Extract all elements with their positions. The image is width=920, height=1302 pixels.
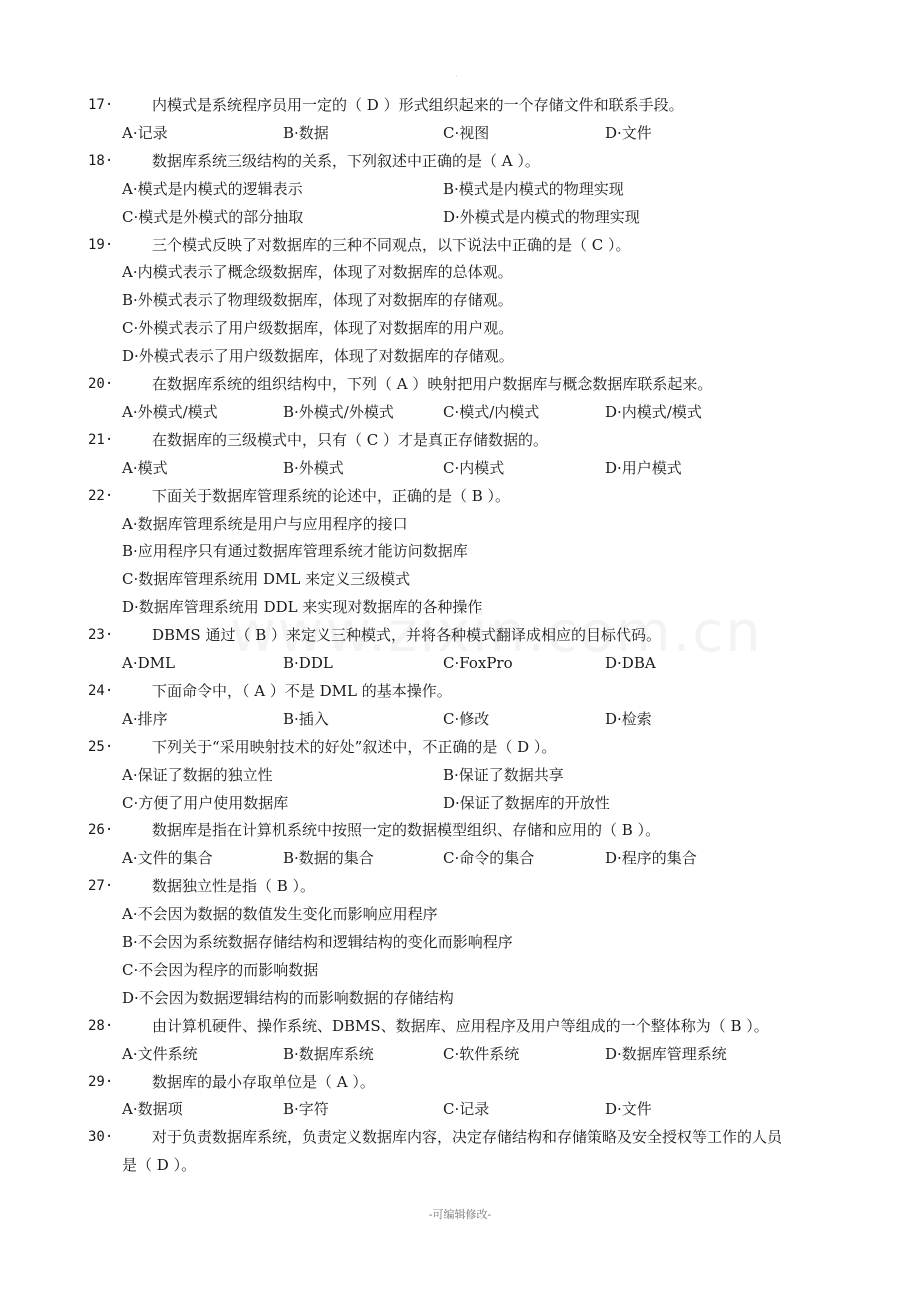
- answer-option: B·数据的集合: [283, 849, 374, 868]
- answer-option: B·插入: [283, 709, 329, 728]
- question-text: 下列关于“采用映射技术的好处”叙述中，不正确的是（ D ）。: [152, 737, 557, 756]
- question-number: 25·: [88, 738, 114, 755]
- answer-option: C·记录: [443, 1100, 490, 1119]
- answer-option: D·不会因为数据逻辑结构的而影响数据的存储结构: [122, 988, 454, 1007]
- question-number: 23·: [88, 627, 114, 644]
- answer-option: B·不会因为系统数据存储结构和逻辑结构的变化而影响程序: [122, 933, 513, 951]
- answer-option: A·数据项: [122, 1100, 183, 1119]
- answer-option: B·DDL: [283, 654, 333, 672]
- question-text: 下面命令中，（ A ）不是 DML 的基本操作。: [152, 681, 452, 700]
- answer-option: A·保证了数据的独立性: [122, 765, 273, 784]
- answer-option: A·DML: [122, 654, 175, 672]
- answer-option: D·数据库管理系统: [605, 1044, 727, 1063]
- answer-option: B·应用程序只有通过数据库管理系统才能访问数据库: [122, 542, 468, 561]
- answer-option: B·外模式表示了物理级数据库，体现了对数据库的存储观。: [122, 291, 513, 310]
- answer-option: D·内模式/模式: [605, 402, 702, 421]
- answer-option: A·模式是内模式的逻辑表示: [122, 179, 303, 198]
- answer-option: C·内模式: [443, 458, 505, 477]
- question-text: 由计算机硬件、操作系统、DBMS、数据库、应用程序及用户等组成的一个整体称为（ B ）。: [152, 1016, 769, 1035]
- answer-option: D·文件: [605, 123, 652, 142]
- answer-option: A·文件的集合: [122, 849, 213, 868]
- question-text: 三个模式反映了对数据库的三种不同观点，以下说法中正确的是（ C ）。: [152, 235, 631, 254]
- answer-option: B·模式是内模式的物理实现: [443, 179, 624, 198]
- answer-option: A·内模式表示了概念级数据库，体现了对数据库的总体观。: [122, 263, 513, 282]
- answer-option: C·命令的集合: [443, 849, 535, 868]
- question-text: 内模式是系统程序员用一定的（ D ）形式组织起来的一个存储文件和联系手段。: [152, 96, 684, 114]
- question-number: 30·: [88, 1129, 114, 1146]
- page-footer: -可编辑修改-: [428, 1208, 492, 1221]
- answer-option: D·DBA: [605, 654, 656, 672]
- question-number: 27·: [88, 878, 114, 895]
- answer-option: C·不会因为程序的而影响数据: [122, 960, 319, 979]
- answer-option: B·数据库系统: [283, 1044, 374, 1063]
- question-text: DBMS 通过（ B ）来定义三种模式，并将各种模式翻译成相应的目标代码。: [152, 626, 662, 645]
- answer-option: D·检索: [605, 709, 652, 728]
- question-text: 数据库是指在计算机系统中按照一定的数据模型组织、存储和应用的（ B ）。: [152, 821, 661, 840]
- question-number: 29·: [88, 1073, 114, 1090]
- question-text: 数据库的最小存取单位是（ A ）。: [152, 1072, 375, 1091]
- answer-option: A·文件系统: [122, 1044, 198, 1063]
- answer-option: C·数据库管理系统用 DML 来定义三级模式: [122, 570, 411, 589]
- answer-option: C·软件系统: [443, 1044, 520, 1063]
- answer-option: A·记录: [122, 123, 168, 142]
- question-number: 20·: [88, 376, 114, 392]
- question-number: 17·: [88, 97, 114, 113]
- question-number: 24·: [88, 682, 114, 699]
- question-number: 26·: [88, 822, 114, 839]
- answer-option: B·外模式: [283, 458, 344, 477]
- answer-option: C·外模式表示了用户级数据库，体现了对数据库的用户观。: [122, 319, 514, 338]
- answer-option: A·排序: [122, 709, 168, 728]
- answer-option: D·数据库管理系统用 DDL 来实现对数据库的各种操作: [122, 598, 483, 617]
- question-text: 在数据库的三级模式中，只有（ C ）才是真正存储数据的。: [152, 430, 549, 449]
- answer-option: A·不会因为数据的数值发生变化而影响应用程序: [122, 905, 438, 924]
- question-text: 下面关于数据库管理系统的论述中，正确的是（ B ）。: [152, 486, 511, 505]
- question-number: 22·: [88, 487, 114, 504]
- answer-option: B·数据: [283, 123, 329, 142]
- question-number: 21·: [88, 431, 114, 448]
- top-mark: ·: [455, 72, 458, 81]
- question-text: 对于负责数据库系统，负责定义数据库内容，决定存储结构和存储策略及安全授权等工作的人员: [152, 1128, 783, 1147]
- answer-option: A·模式: [122, 458, 168, 477]
- answer-option: C·FoxPro: [443, 654, 513, 672]
- answer-option: D·文件: [605, 1100, 652, 1119]
- question-number: 18·: [88, 152, 114, 169]
- answer-option: B·保证了数据共享: [443, 765, 564, 784]
- question-number: 19·: [88, 236, 114, 253]
- answer-option: D·外模式是内模式的物理实现: [443, 207, 640, 226]
- question-text: 数据独立性是指（ B ）。: [152, 877, 316, 896]
- answer-option: D·用户模式: [605, 458, 682, 477]
- question-text: 数据库系统三级结构的关系，下列叙述中正确的是（ A ）。: [152, 151, 540, 170]
- answer-option: A·外模式/模式: [122, 402, 218, 421]
- question-number: 28·: [88, 1017, 114, 1034]
- question-text-continued: 是（ D ）。: [122, 1156, 197, 1175]
- answer-option: B·外模式/外模式: [283, 402, 394, 421]
- answer-option: C·修改: [443, 709, 490, 728]
- answer-option: C·方便了用户使用数据库: [122, 793, 289, 812]
- answer-option: D·外模式表示了用户级数据库，体现了对数据库的存储观。: [122, 347, 514, 366]
- answer-option: C·视图: [443, 123, 490, 142]
- answer-option: A·数据库管理系统是用户与应用程序的接口: [122, 514, 408, 533]
- answer-option: D·程序的集合: [605, 849, 697, 868]
- answer-option: C·模式是外模式的部分抽取: [122, 207, 304, 226]
- answer-option: D·保证了数据库的开放性: [443, 793, 610, 812]
- answer-option: C·模式/内模式: [443, 402, 540, 421]
- answer-option: B·字符: [283, 1100, 329, 1119]
- question-text: 在数据库系统的组织结构中，下列（ A ）映射把用户数据库与概念数据库联系起来。: [152, 375, 713, 393]
